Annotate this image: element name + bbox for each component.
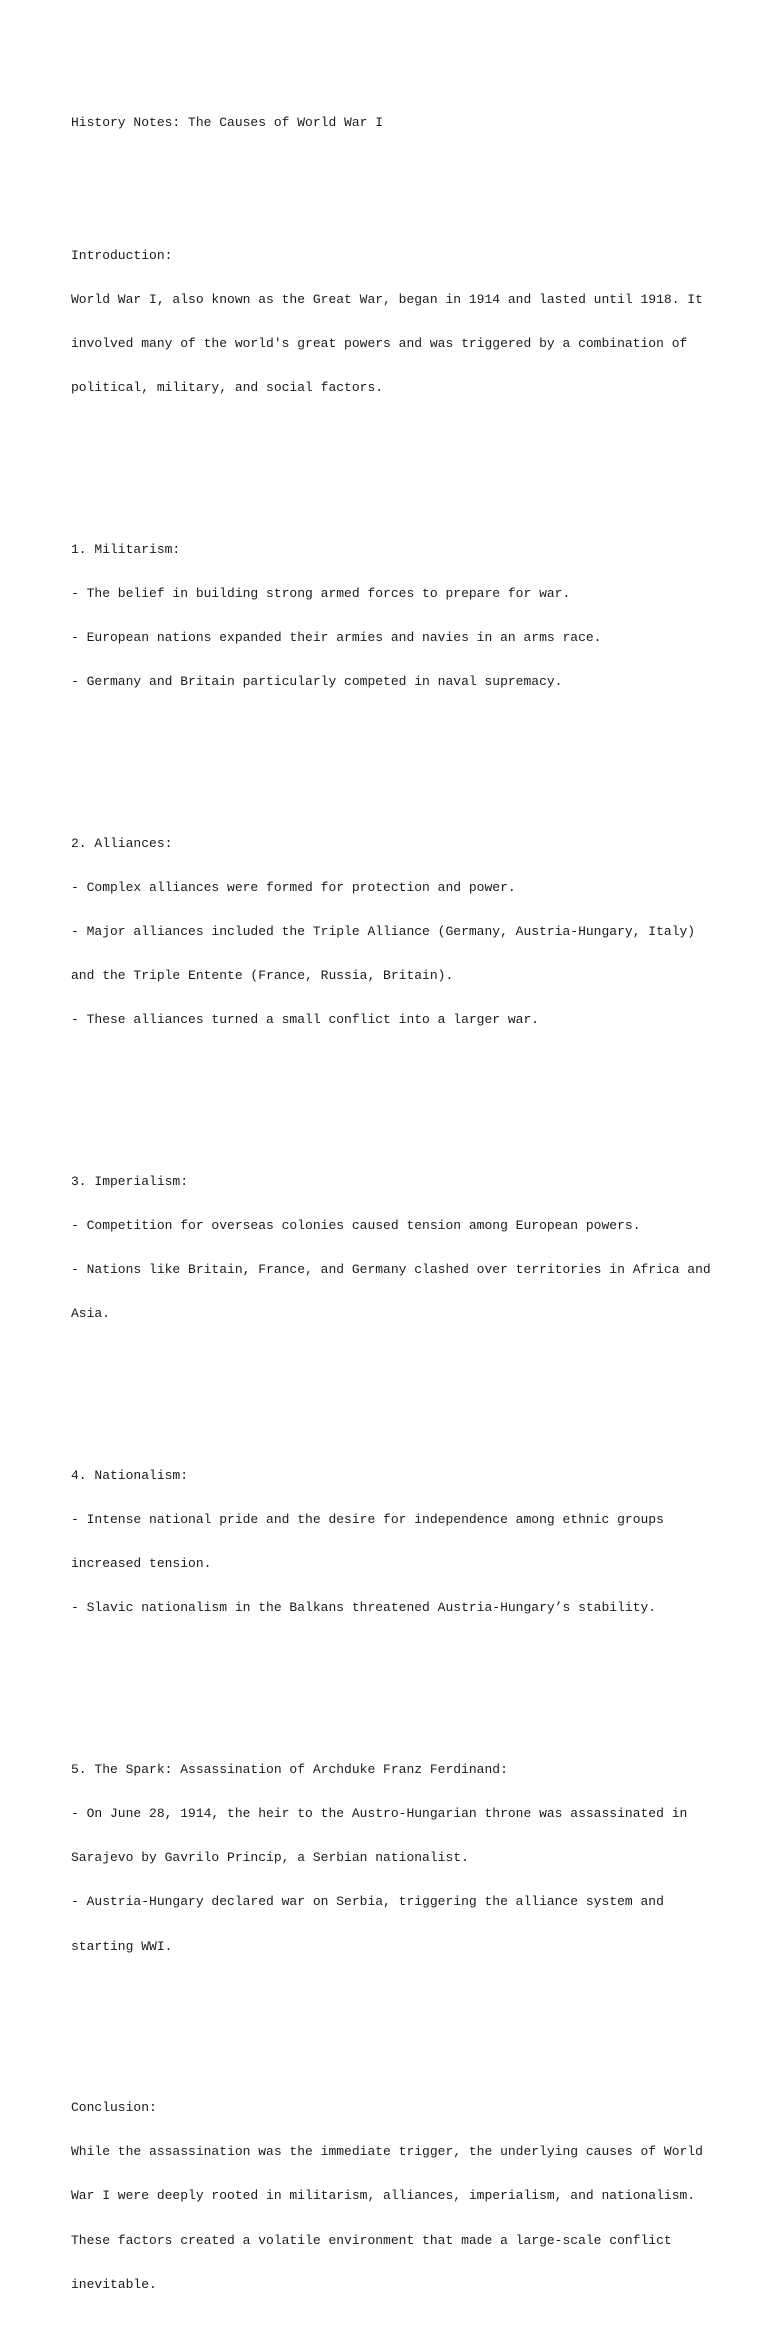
section-alliances [71, 807, 711, 1057]
section-line: These factors created a volatile environment that made a large-scale conflict [71, 2232, 672, 2248]
section-line: - Competition for overseas colonies caused tension among European powers. [71, 1218, 641, 1234]
section-line: - The belief in building strong armed forces to prepare for war. [71, 585, 571, 601]
spacer [71, 749, 711, 764]
spacer [71, 1675, 711, 1690]
section-line: World War I, also known as the Great War, began in 1914 and lasted until 1918. It [71, 291, 703, 307]
spacer [71, 161, 711, 176]
section-line: - Major alliances included the Triple Alliance (Germany, Austria-Hungary, Italy) [71, 924, 696, 940]
section-heading: 4. Nationalism: [71, 1468, 189, 1484]
spacer [71, 1381, 711, 1396]
spacer [71, 2013, 711, 2028]
section-line: political, military, and social factors. [71, 380, 384, 396]
section-conclusion [71, 2072, 711, 2322]
section-line: starting WWI. [71, 1938, 173, 1954]
section-heading: Conclusion: [71, 2100, 157, 2116]
section-line: War I were deeply rooted in militarism, alliances, imperialism, and nationalism. [71, 2188, 696, 2204]
section-imperialism [71, 1146, 711, 1352]
section-line: - These alliances turned a small conflict into a larger war. [71, 1012, 540, 1028]
section-introduction [71, 219, 711, 425]
section-line: - Intense national pride and the desire for independence among ethnic groups [71, 1512, 664, 1528]
section-nationalism [71, 1440, 711, 1646]
section-line: increased tension. [71, 1556, 212, 1572]
section-line: While the assassination was the immediate trigger, the underlying causes of World [71, 2144, 703, 2160]
section-heading: 5. The Spark: Assassination of Archduke Franz Ferdinand: [71, 1762, 508, 1778]
section-militarism [71, 513, 711, 719]
section-heading: 1. Militarism: [71, 541, 181, 557]
section-line: - Austria-Hungary declared war on Serbia, triggering the alliance system and [71, 1894, 664, 1910]
document-title: History Notes: The Causes of World War I [71, 115, 384, 131]
section-heading: 2. Alliances: [71, 835, 173, 851]
section-heading: 3. Imperialism: [71, 1173, 189, 1189]
document-page [71, 87, 711, 2336]
section-line: inevitable. [71, 2276, 157, 2292]
section-line: - Germany and Britain particularly competed in naval supremacy. [71, 674, 563, 690]
section-line: - Nations like Britain, France, and Germany clashed over territories in Africa and [71, 1262, 711, 1278]
section-line: involved many of the world's great powers and was triggered by a combination of [71, 335, 688, 351]
section-line: - Complex alliances were formed for protection and power. [71, 879, 516, 895]
section-line: and the Triple Entente (France, Russia, Britain). [71, 968, 454, 984]
spacer [71, 1087, 711, 1102]
section-line: - European nations expanded their armies and navies in an arms race. [71, 629, 602, 645]
section-the-spark [71, 1734, 711, 1984]
section-heading: Introduction: [71, 247, 173, 263]
section-line: - On June 28, 1914, the heir to the Austro-Hungarian throne was assassinated in [71, 1806, 688, 1822]
section-line: Asia. [71, 1306, 111, 1322]
section-line: - Slavic nationalism in the Balkans threatened Austria-Hungary’s stability. [71, 1600, 657, 1616]
section-line: Sarajevo by Gavrilo Princip, a Serbian nationalist. [71, 1850, 469, 1866]
spacer [71, 455, 711, 470]
